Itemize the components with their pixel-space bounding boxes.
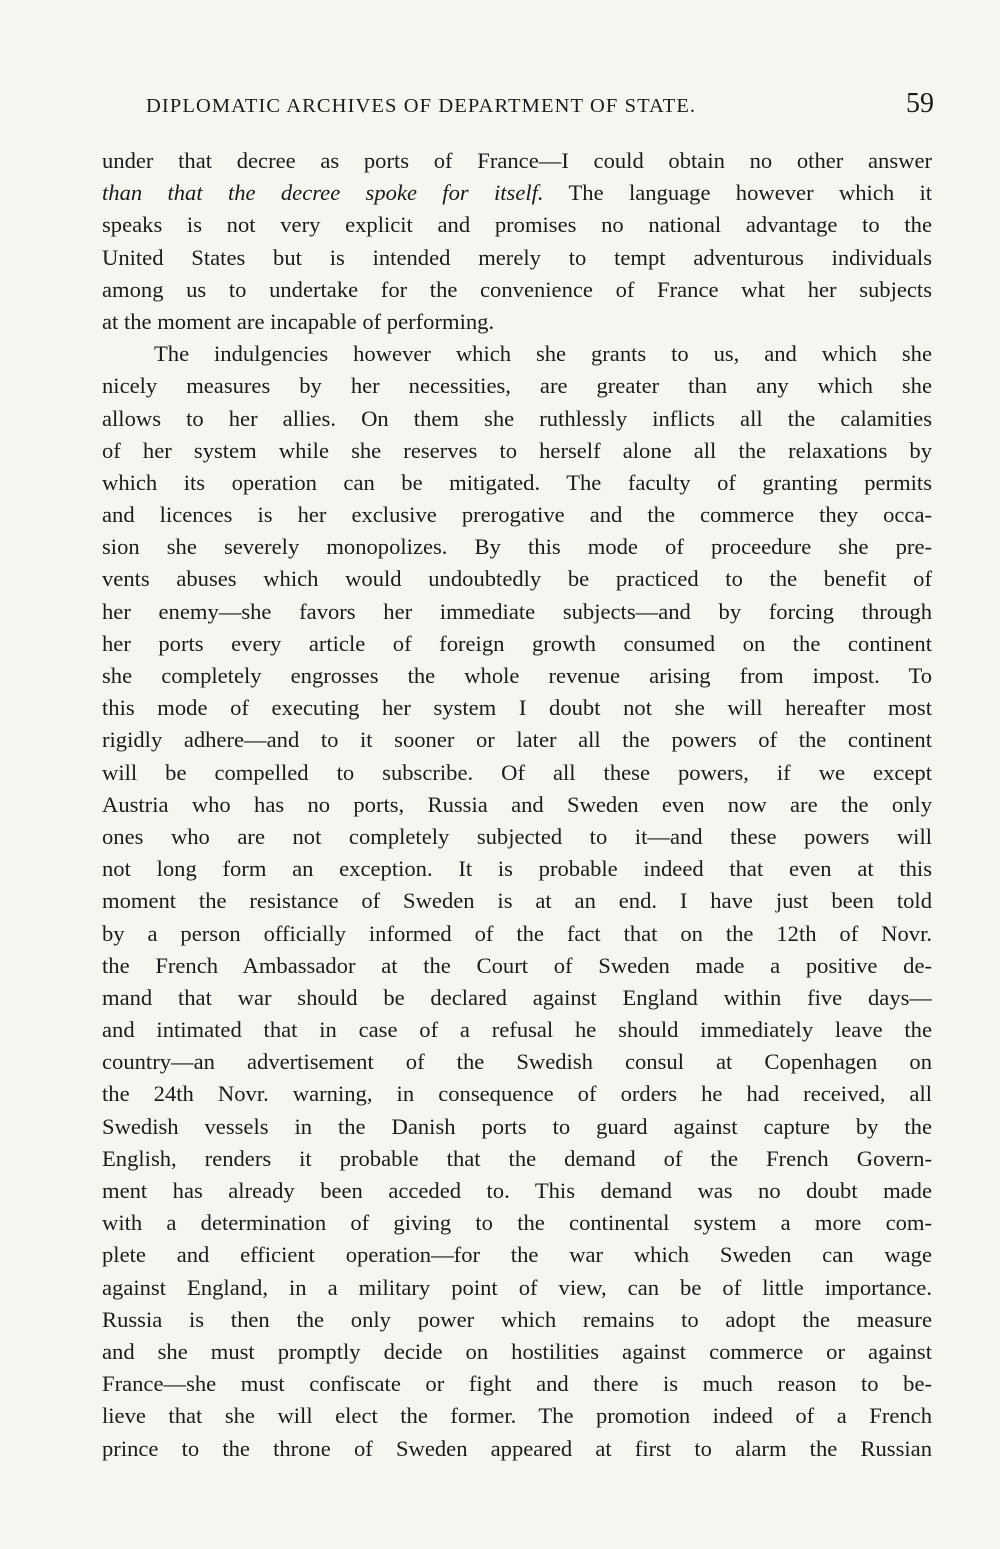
text-line: and licences is her exclusive prerogative and the commerce they occa- <box>102 502 932 528</box>
text-line: will be compelled to subscribe. Of all these powers, if we except <box>102 759 932 785</box>
text-line: ones who are not completely subjected to it—and these powers will <box>102 823 932 849</box>
text-line: not long form an exception. It is probable indeed that even at this <box>102 856 932 882</box>
page-number: 59 <box>906 88 934 119</box>
text-line: Swedish vessels in the Danish ports to guard against capture by the <box>102 1113 932 1139</box>
text-line: the 24th Novr. warning, in consequence of orders he had received, all <box>102 1081 932 1107</box>
text-line: country—an advertisement of the Swedish consul at Copenhagen on <box>102 1049 932 1075</box>
text-line: Austria who has no ports, Russia and Sweden even now are the only <box>102 791 932 817</box>
running-header <box>146 86 934 126</box>
text-line: her enemy—she favors her immediate subjects—and by forcing through <box>102 598 932 624</box>
text-line-remainder: The language however which it <box>568 180 932 206</box>
italic-quote: than that the decree spoke for itself. <box>102 180 544 206</box>
paragraph-first-line: The indulgencies however which she grants to us, and which she <box>154 341 932 367</box>
text-line: and she must promptly decide on hostilities against commerce or against <box>102 1338 932 1364</box>
text-line: lieve that she will elect the former. The promotion indeed of a French <box>102 1403 932 1429</box>
text-line: nicely measures by her necessities, are greater than any which she <box>102 373 932 399</box>
text-line: vents abuses which would undoubtedly be practiced to the benefit of <box>102 566 932 592</box>
text-line: which its operation can be mitigated. The faculty of granting permits <box>102 469 932 495</box>
text-line: Russia is then the only power which remains to adopt the measure <box>102 1306 932 1332</box>
text-line: sion she severely monopolizes. By this mode of proceedure she pre- <box>102 534 932 560</box>
text-line: she completely engrosses the whole revenue arising from impost. To <box>102 663 932 688</box>
text-line: of her system while she reserves to herself alone all the relaxations by <box>102 437 932 463</box>
running-title: DIPLOMATIC ARCHIVES OF DEPARTMENT OF STATE. <box>146 95 697 117</box>
text-line: under that decree as ports of France—I could obtain no other answer <box>102 148 932 173</box>
text-line: mand that war should be declared against England within five days— <box>102 984 932 1010</box>
text-line <box>102 177 932 209</box>
text-line: rigidly adhere—and to it sooner or later all the powers of the continent <box>102 727 932 753</box>
text-line: moment the resistance of Sweden is at an end. I have just been told <box>102 888 932 914</box>
text-line: and intimated that in case of a refusal he should immediately leave the <box>102 1017 932 1043</box>
text-line: the French Ambassador at the Court of Sweden made a positive de- <box>102 952 932 978</box>
text-line: her ports every article of foreign growth consumed on the continent <box>102 630 932 656</box>
text-line: United States but is intended merely to tempt adventurous individuals <box>102 244 932 270</box>
text-line: speaks is not very explicit and promises no national advantage to the <box>102 212 932 238</box>
text-line: ment has already been acceded to. This demand was no doubt made <box>102 1178 932 1203</box>
text-line: plete and efficient operation—for the war which Sweden can wage <box>102 1242 932 1268</box>
text-line: prince to the throne of Sweden appeared at first to alarm the Russian <box>102 1435 932 1461</box>
body-text <box>102 145 932 1465</box>
text-line: allows to her allies. On them she ruthlessly inflicts all the calamities <box>102 405 932 431</box>
text-line: English, renders it probable that the demand of the French Govern- <box>102 1145 932 1171</box>
text-line: France—she must confiscate or fight and there is much reason to be- <box>102 1371 932 1397</box>
text-line: by a person officially informed of the fact that on the 12th of Novr. <box>102 920 932 946</box>
text-line: with a determination of giving to the continental system a more com- <box>102 1210 932 1236</box>
text-line: this mode of executing her system I doubt not she will hereafter most <box>102 695 932 721</box>
text-line: at the moment are incapable of performing. <box>102 308 495 334</box>
text-line: against England, in a military point of view, can be of little importance. <box>102 1274 932 1300</box>
text-line: among us to undertake for the convenience of France what her subjects <box>102 276 932 302</box>
